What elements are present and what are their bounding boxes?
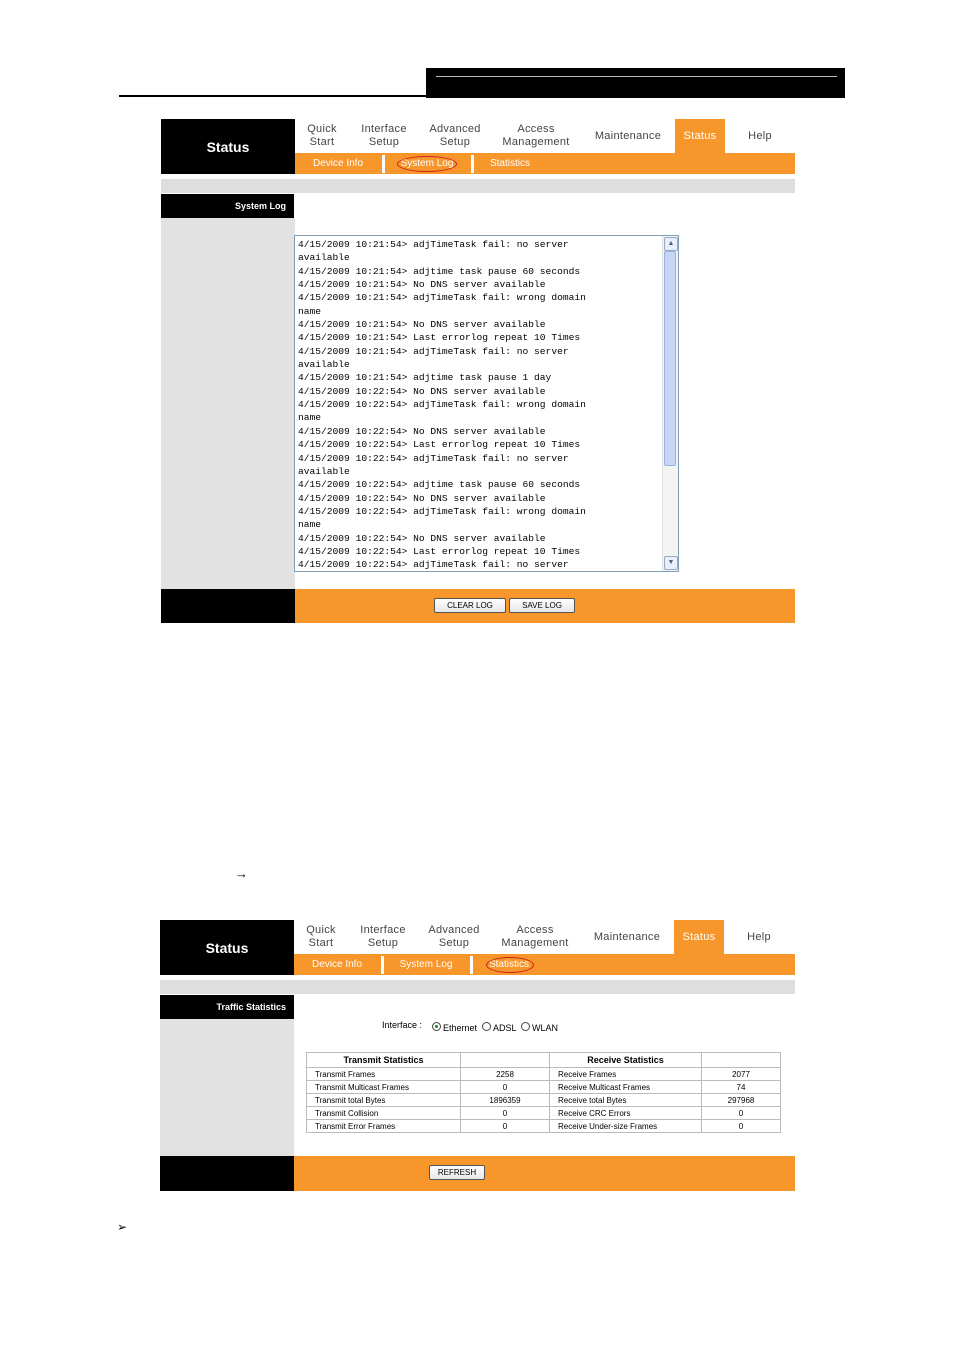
header-blank [461, 1053, 550, 1068]
log-line: name [298, 412, 322, 424]
submenu-statistics[interactable]: Statistics [488, 959, 529, 970]
log-line: 4/15/2009 10:22:54> adjtime task pause 60 seconds [298, 479, 581, 491]
divider-strip [160, 980, 795, 994]
menu-maintenance[interactable]: Maintenance [593, 930, 661, 943]
highlight-circle [397, 156, 457, 172]
radio-label-wlan: WLAN [532, 1023, 559, 1033]
receive-value: 2077 [702, 1068, 781, 1081]
footer-left [160, 1156, 294, 1191]
section-title-traffic-statistics: Traffic Statistics [160, 995, 294, 1019]
log-line: 4/15/2009 10:22:54> No DNS server available [298, 385, 546, 397]
log-lines [298, 238, 660, 572]
log-line: 4/15/2009 10:21:54> No DNS server available [298, 319, 546, 331]
transmit-value: 0 [461, 1107, 550, 1120]
transmit-value: 0 [461, 1081, 550, 1094]
left-gray-column [161, 218, 295, 589]
menu-status[interactable]: Status [675, 119, 725, 153]
transmit-label: Transmit Collision [307, 1107, 461, 1120]
brand-status: Status [161, 119, 295, 174]
table-header-row [307, 1053, 781, 1068]
log-line: 4/15/2009 10:22:54> No DNS server available [298, 532, 546, 544]
footer-bar [295, 589, 795, 623]
submenu-system-log[interactable]: System Log [399, 959, 453, 970]
footer-left [161, 589, 295, 623]
highlight-circle [486, 957, 534, 973]
traffic-statistics-table [306, 1052, 781, 1133]
sub-menu [295, 153, 795, 174]
refresh-button[interactable]: REFRESH [429, 1165, 485, 1180]
log-line: 4/15/2009 10:22:54> Last errorlog repeat 10 Times [298, 545, 581, 557]
table-row [307, 1094, 781, 1107]
receive-header: Receive Statistics [550, 1053, 702, 1068]
interface-label: Interface : [382, 1020, 423, 1030]
table-row [307, 1107, 781, 1120]
radio-label-ethernet: Ethernet [443, 1023, 478, 1033]
transmit-label: Transmit Frames [307, 1068, 461, 1081]
menu-help[interactable]: Help [748, 129, 772, 142]
menu-interface-setup[interactable]: Interface Setup [360, 924, 406, 949]
radio-ethernet[interactable] [432, 1022, 441, 1031]
menu-access-management[interactable]: Access Management [502, 123, 570, 148]
log-line: name [298, 305, 322, 317]
log-line: 4/15/2009 10:22:54> adjTimeTask fail: wrong domain [298, 399, 586, 411]
table-row [307, 1081, 781, 1094]
log-line: name [298, 519, 322, 531]
header-rule [436, 76, 837, 77]
radio-wlan[interactable] [521, 1022, 530, 1031]
radio-adsl[interactable] [482, 1022, 491, 1031]
footer-bar [294, 1156, 795, 1191]
divider-strip [161, 179, 795, 193]
log-line: available [298, 465, 350, 477]
log-line: 4/15/2009 10:21:54> adjtime task pause 1 day [298, 372, 552, 384]
submenu-divider [471, 155, 474, 173]
log-line: 4/15/2009 10:22:54> No DNS server available [298, 425, 546, 437]
log-line: 4/15/2009 10:22:54> adjTimeTask fail: no server [298, 559, 569, 571]
document-header-bar [426, 68, 845, 98]
menu-advanced-setup[interactable]: Advanced Setup [429, 123, 481, 148]
log-line: available [298, 252, 350, 264]
statistics-panel [160, 920, 795, 1191]
receive-value: 74 [702, 1081, 781, 1094]
receive-label: Receive Under-size Frames [550, 1120, 702, 1133]
system-log-textarea[interactable] [294, 235, 679, 572]
clear-log-button[interactable]: CLEAR LOG [434, 598, 506, 613]
transmit-header: Transmit Statistics [307, 1053, 461, 1068]
transmit-value: 2258 [461, 1068, 550, 1081]
table-row [307, 1120, 781, 1133]
document-header-rule [119, 95, 426, 97]
submenu-divider [470, 956, 473, 974]
section-title-system-log: System Log [161, 194, 294, 218]
brand-status: Status [160, 920, 294, 975]
log-line: 4/15/2009 10:21:54> adjtime task pause 60 seconds [298, 265, 581, 277]
menu-status[interactable]: Status [674, 920, 724, 954]
radio-label-adsl: ADSL [493, 1023, 517, 1033]
submenu-statistics[interactable]: Statistics [489, 158, 530, 169]
menu-maintenance[interactable]: Maintenance [594, 129, 662, 142]
log-line: available [298, 359, 350, 371]
receive-label: Receive CRC Errors [550, 1107, 702, 1120]
submenu-device-info[interactable]: Device Info [312, 158, 364, 169]
menu-help[interactable]: Help [747, 930, 771, 943]
receive-label: Receive total Bytes [550, 1094, 702, 1107]
left-gray-column [160, 1019, 294, 1156]
log-line: 4/15/2009 10:22:54> adjTimeTask fail: no server [298, 452, 569, 464]
main-menu [294, 920, 795, 954]
receive-value: 0 [702, 1107, 781, 1120]
submenu-device-info[interactable]: Device Info [311, 959, 363, 970]
sub-menu [294, 954, 795, 975]
receive-value: 0 [702, 1120, 781, 1133]
system-log-panel [161, 119, 795, 623]
receive-label: Receive Frames [550, 1068, 702, 1081]
transmit-label: Transmit total Bytes [307, 1094, 461, 1107]
header-blank [702, 1053, 781, 1068]
log-line: 4/15/2009 10:21:54> adjTimeTask fail: no server [298, 345, 569, 357]
arrow-glyph: → [235, 866, 248, 881]
table-row [307, 1068, 781, 1081]
bullet-glyph: ➢ [117, 1220, 128, 1234]
receive-value: 297968 [702, 1094, 781, 1107]
menu-quick-start[interactable]: Quick Start [306, 924, 336, 949]
submenu-system-log[interactable]: System Log [400, 158, 454, 169]
menu-interface-setup[interactable]: Interface Setup [361, 123, 407, 148]
log-line: 4/15/2009 10:22:54> Last errorlog repeat 10 Times [298, 439, 581, 451]
log-line: 4/15/2009 10:21:54> Last errorlog repeat 10 Times [298, 332, 581, 344]
scroll-thumb[interactable] [664, 251, 676, 466]
transmit-value: 0 [461, 1120, 550, 1133]
transmit-label: Transmit Error Frames [307, 1120, 461, 1133]
transmit-value: 1896359 [461, 1094, 550, 1107]
main-menu [295, 119, 795, 153]
log-line: 4/15/2009 10:21:54> adjTimeTask fail: wrong domain [298, 292, 586, 304]
menu-advanced-setup[interactable]: Advanced Setup [428, 924, 480, 949]
transmit-label: Transmit Multicast Frames [307, 1081, 461, 1094]
log-line: 4/15/2009 10:21:54> adjTimeTask fail: no server [298, 239, 569, 250]
scroll-up-icon[interactable]: ▲ [664, 237, 678, 251]
scroll-down-icon[interactable]: ▼ [664, 556, 678, 570]
receive-label: Receive Multicast Frames [550, 1081, 702, 1094]
log-scrollbar[interactable] [662, 236, 678, 571]
save-log-button[interactable]: SAVE LOG [509, 598, 575, 613]
menu-quick-start[interactable]: Quick Start [307, 123, 337, 148]
menu-access-management[interactable]: Access Management [501, 924, 569, 949]
log-line: 4/15/2009 10:21:54> No DNS server available [298, 279, 546, 291]
log-line: 4/15/2009 10:22:54> No DNS server available [298, 492, 546, 504]
log-line: 4/15/2009 10:22:54> adjTimeTask fail: wrong domain [298, 505, 586, 517]
